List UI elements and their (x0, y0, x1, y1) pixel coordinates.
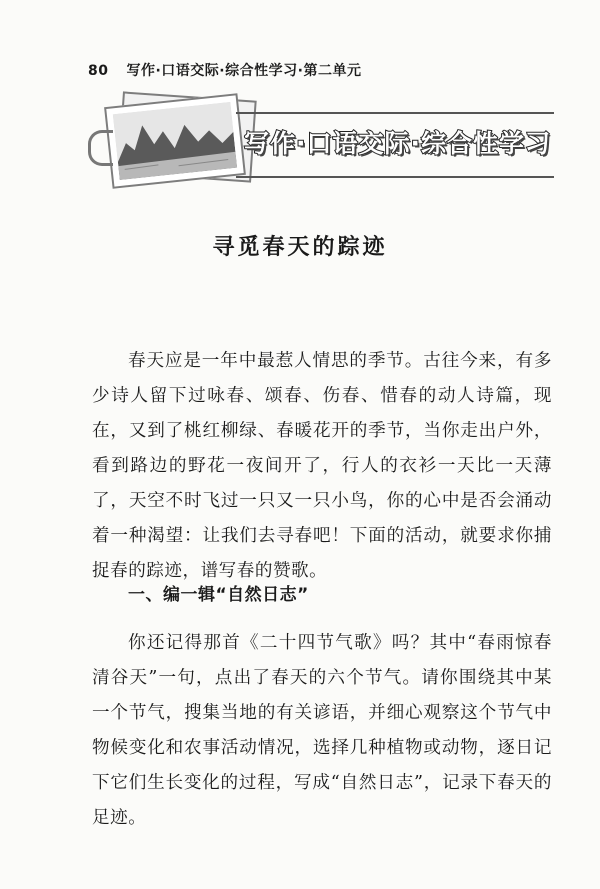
section-paragraph: 你还记得那首《二十四节气歌》吗？其中“春雨惊春清谷天”一句，点出了春天的六个节气。请你围绕其中某一个节气，搜集当地的有关谚语，并细心观察这个节气中物候变化和农事活动情况，选择几种植物或动物，逐日记下它们生长变化的过程，写成“自然日志”，记录下春天的足迹。 (92, 632, 552, 828)
banner-rule-bottom (236, 176, 554, 178)
landscape-photo-icon (113, 102, 237, 180)
photo-frame (104, 93, 246, 189)
running-title: 写作·口语交际·综合性学习·第二单元 (126, 63, 362, 79)
clip-ring-icon (88, 130, 113, 166)
section-banner (86, 94, 566, 194)
section-heading: 一、编一辑“自然日志” (128, 585, 309, 605)
page-number: 80 (88, 63, 109, 79)
lesson-title: 寻觅春天的踪迹 (212, 234, 388, 260)
running-header (88, 60, 361, 80)
intro-paragraph: 春天应是一年中最惹人情思的季节。古往今来，有多少诗人留下过咏春、颂春、伤春、惜春的动人诗篇，现在，又到了桃红柳绿、春暖花开的季节，当你走出户外，看到路边的野花一夜间开了，行人的衣衫一天比一天薄了，天空不时飞过一只又一只小鸟，你的心中是否会涌动着一种渴望：让我们去寻春吧！下面的活动，就要求你捕捉春的踪迹，谱写春的赞歌。 (92, 350, 552, 581)
banner-title: 写作·口语交际·综合性学习 (244, 129, 551, 158)
banner-rule-top (236, 112, 554, 114)
